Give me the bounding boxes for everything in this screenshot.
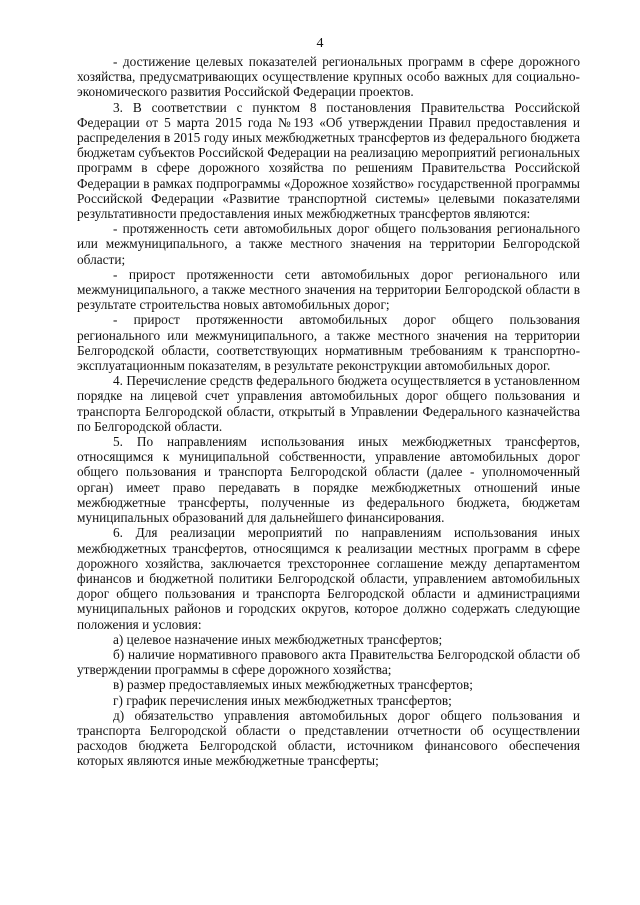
page-number: 4 (316, 36, 324, 51)
paragraph-target-indicators: - достижение целевых показателей региональных программ в сфере дорожного хозяйства, предусматривающих осуществление крупных особо важных для социально-экономического развития Российской Федерации проектов. (77, 54, 580, 100)
paragraph-subitem-g: г) график перечисления иных межбюджетных трансфертов; (113, 692, 452, 708)
paragraph-bullet-growth-reconstruction: - прирост протяженности автомобильных дорог общего пользования регионального или межмуниципального, а также местного значения на территории Белгородской области, соответствующих нормативным требованиям к транспортно-эксплуатационным показателям, в результате реконструкции автомобильных дорог. (77, 312, 580, 374)
document-body (77, 54, 580, 769)
paragraph-bullet-growth-new: - прирост протяженности сети автомобильных дорог регионального или межмуниципального, а также местного значения на территории Белгородской области в результате строительства новых автомобильных дорог; (77, 266, 580, 313)
paragraph-item-5: 5. По направлениям использования иных межбюджетных трансфертов, относящимся к муниципальной собственности, управление автомобильных дорог общего пользования и транспорта Белгородской области (далее - уполномоченный орган) имеет право передавать в порядке межбюджетных отношений иные межбюджетные трансферты, полученные из федерального бюджета, бюджетам муниципальных образований для дальнейшего финансирования. (77, 434, 580, 526)
paragraph-subitem-b: б) наличие нормативного правового акта Правительства Белгородской области об утверждении программы в сфере дорожного хозяйства; (77, 646, 580, 678)
paragraph-subitem-a: а) целевое назначение иных межбюджетных трансфертов; (113, 631, 443, 647)
paragraph-subitem-d: д) обязательство управления автомобильных дорог общего пользования и транспорта Белгородской области о представлении отчетности об осуществлении расходов бюджета Белгородской области, источником финансового обеспечения которых являются иные межбюджетные трансферты; (77, 707, 580, 769)
paragraph-bullet-length: - протяженность сети автомобильных дорог общего пользования регионального или межмуниципального, а также местного значения на территории Белгородской области; (77, 221, 580, 267)
paragraph-item-4: 4. Перечисление средств федерального бюджета осуществляется в установленном порядке на лицевой счет управления автомобильных дорог общего пользования и транспорта Белгородской области, открытый в Управлении Федерального казначейства по Белгородской области. (77, 373, 580, 434)
paragraph-item-6: 6. Для реализации мероприятий по направлениям использования иных межбюджетных трансфертов, относящимся к реализации местных программ в сфере дорожного хозяйства, заключается трехстороннее соглашение между департаментом финансов и бюджетной политики Белгородской области, управлением автомобильных дорог общего пользования и транспорта Белгородской области и администрациями муниципальных районов и городских округов, которое должно содержать следующие положения и условия: (77, 525, 580, 632)
paragraph-subitem-v: в) размер предоставляемых иных межбюджетных трансфертов; (113, 677, 473, 693)
paragraph-item-3: 3. В соответствии с пунктом 8 постановления Правительства Российской Федерации от 5 марта 2015 года №193 «Об утверждении Правил предоставления и распределения в 2015 году иных межбюджетных трансфертов из федерального бюджета бюджетам субъектов Российской Федерации на реализацию мероприятий региональных программ в сфере дорожного хозяйства по решениям Правительства Российской Федерации в рамках подпрограммы «Дорожное хозяйство» государственной программы Российской Федерации «Развитие транспортной системы» целевыми показателями результативности предоставления иных межбюджетных трансфертов являются: (77, 99, 580, 222)
